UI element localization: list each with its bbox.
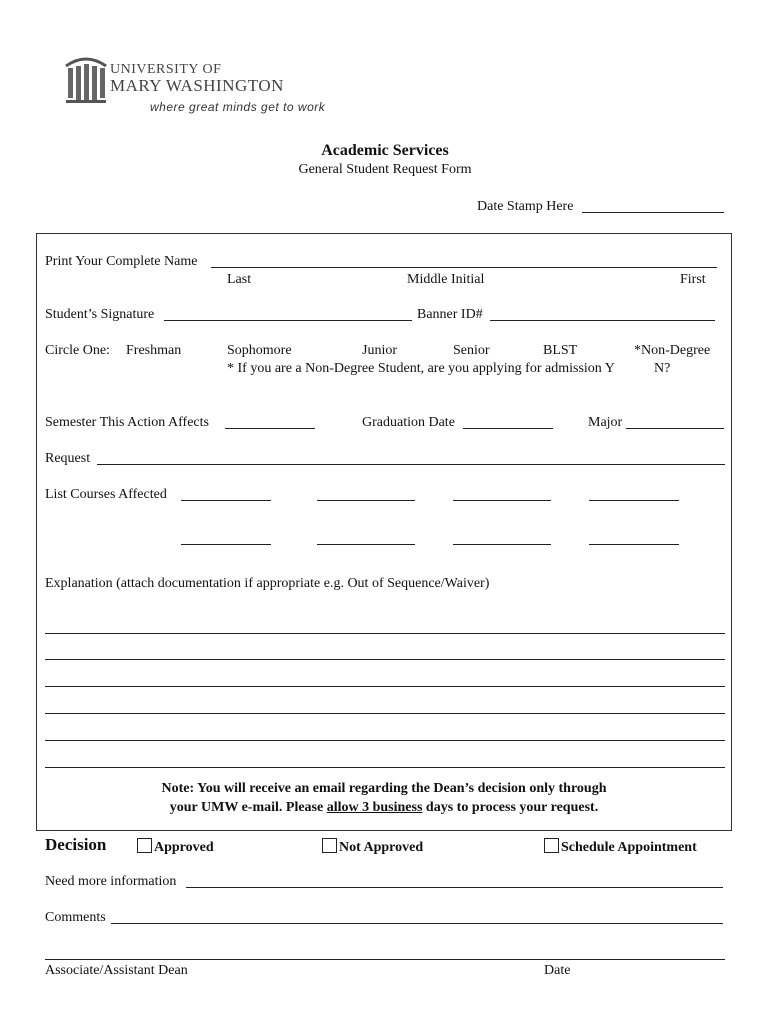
courses-label: List Courses Affected	[45, 487, 167, 502]
approved-label: Approved	[154, 840, 214, 855]
class-freshman[interactable]: Freshman	[126, 343, 182, 358]
semester-label: Semester This Action Affects	[45, 415, 209, 430]
major-line[interactable]	[626, 428, 724, 429]
explanation-line[interactable]	[45, 713, 725, 714]
banner-id-label: Banner ID#	[417, 307, 483, 322]
non-degree-question: * If you are a Non-Degree Student, are you applying for admission Y	[227, 361, 615, 376]
decision-approved[interactable]	[137, 838, 214, 856]
course-line[interactable]	[317, 500, 415, 501]
decision-schedule-appointment[interactable]	[544, 838, 697, 856]
explanation-line[interactable]	[45, 740, 725, 741]
name-middle-caption: Middle Initial	[407, 272, 485, 287]
need-more-info-label: Need more information	[45, 874, 177, 889]
graduation-date-line[interactable]	[463, 428, 553, 429]
explanation-line[interactable]	[45, 633, 725, 634]
non-degree-n-option[interactable]: N?	[654, 361, 671, 376]
class-senior[interactable]: Senior	[453, 343, 490, 358]
logo-line-1: UNIVERSITY OF	[110, 62, 222, 77]
date-stamp-label: Date Stamp Here	[477, 199, 574, 214]
graduation-date-label: Graduation Date	[362, 415, 455, 430]
university-logo	[64, 50, 364, 120]
course-line[interactable]	[453, 500, 551, 501]
form-title: Academic Services	[321, 142, 449, 159]
note-line-1: Note: You will receive an email regarding the Dean’s decision only through	[161, 781, 607, 796]
note-line-2	[36, 798, 732, 817]
schedule-appointment-checkbox[interactable]	[544, 838, 559, 853]
explanation-line[interactable]	[45, 767, 725, 768]
circle-one-label: Circle One:	[45, 343, 110, 358]
need-more-info-line[interactable]	[186, 887, 723, 888]
dean-signature-line[interactable]	[45, 959, 725, 960]
signature-label: Student’s Signature	[45, 307, 155, 322]
logo-tagline: where great minds get to work	[150, 100, 326, 114]
name-last-caption: Last	[227, 272, 252, 287]
explanation-line[interactable]	[45, 659, 725, 660]
comments-line[interactable]	[111, 923, 723, 924]
major-label: Major	[588, 415, 623, 430]
dean-label: Associate/Assistant Dean	[45, 963, 188, 978]
class-sophomore[interactable]: Sophomore	[227, 343, 292, 358]
signature-line[interactable]	[164, 320, 412, 321]
form-subtitle: General Student Request Form	[298, 162, 472, 177]
course-line[interactable]	[181, 544, 271, 545]
semester-line[interactable]	[225, 428, 315, 429]
note-line-2-start: your UMW e-mail. Please	[169, 800, 327, 815]
name-first-caption: First	[680, 272, 706, 287]
note-underlined: allow 3 business	[326, 800, 423, 815]
class-junior[interactable]: Junior	[362, 343, 397, 358]
class-non-degree[interactable]: *Non-Degree	[634, 343, 711, 358]
course-line[interactable]	[317, 544, 415, 545]
approved-checkbox[interactable]	[137, 838, 152, 853]
class-blst[interactable]: BLST	[543, 343, 578, 358]
schedule-appointment-label: Schedule Appointment	[561, 840, 697, 855]
building-columns-icon	[64, 52, 108, 104]
course-line[interactable]	[453, 544, 551, 545]
note-line-2-end: days to process your request.	[422, 800, 599, 815]
date-stamp-line[interactable]	[582, 212, 724, 213]
not-approved-label: Not Approved	[339, 840, 424, 855]
course-line[interactable]	[589, 500, 679, 501]
logo-line-2: MARY WASHINGTON	[110, 76, 284, 95]
explanation-label: Explanation (attach documentation if appropriate e.g. Out of Sequence/Waiver)	[45, 576, 490, 591]
course-line[interactable]	[589, 544, 679, 545]
request-label: Request	[45, 451, 91, 466]
decision-not-approved[interactable]	[322, 838, 423, 856]
email-note	[36, 779, 732, 817]
name-input-line[interactable]	[211, 267, 717, 268]
comments-label: Comments	[45, 910, 106, 925]
course-line[interactable]	[181, 500, 271, 501]
explanation-line[interactable]	[45, 686, 725, 687]
date-label: Date	[544, 963, 571, 978]
banner-id-line[interactable]	[490, 320, 715, 321]
name-label: Print Your Complete Name	[45, 254, 198, 269]
request-line[interactable]	[97, 464, 725, 465]
decision-label: Decision	[45, 835, 107, 854]
not-approved-checkbox[interactable]	[322, 838, 337, 853]
